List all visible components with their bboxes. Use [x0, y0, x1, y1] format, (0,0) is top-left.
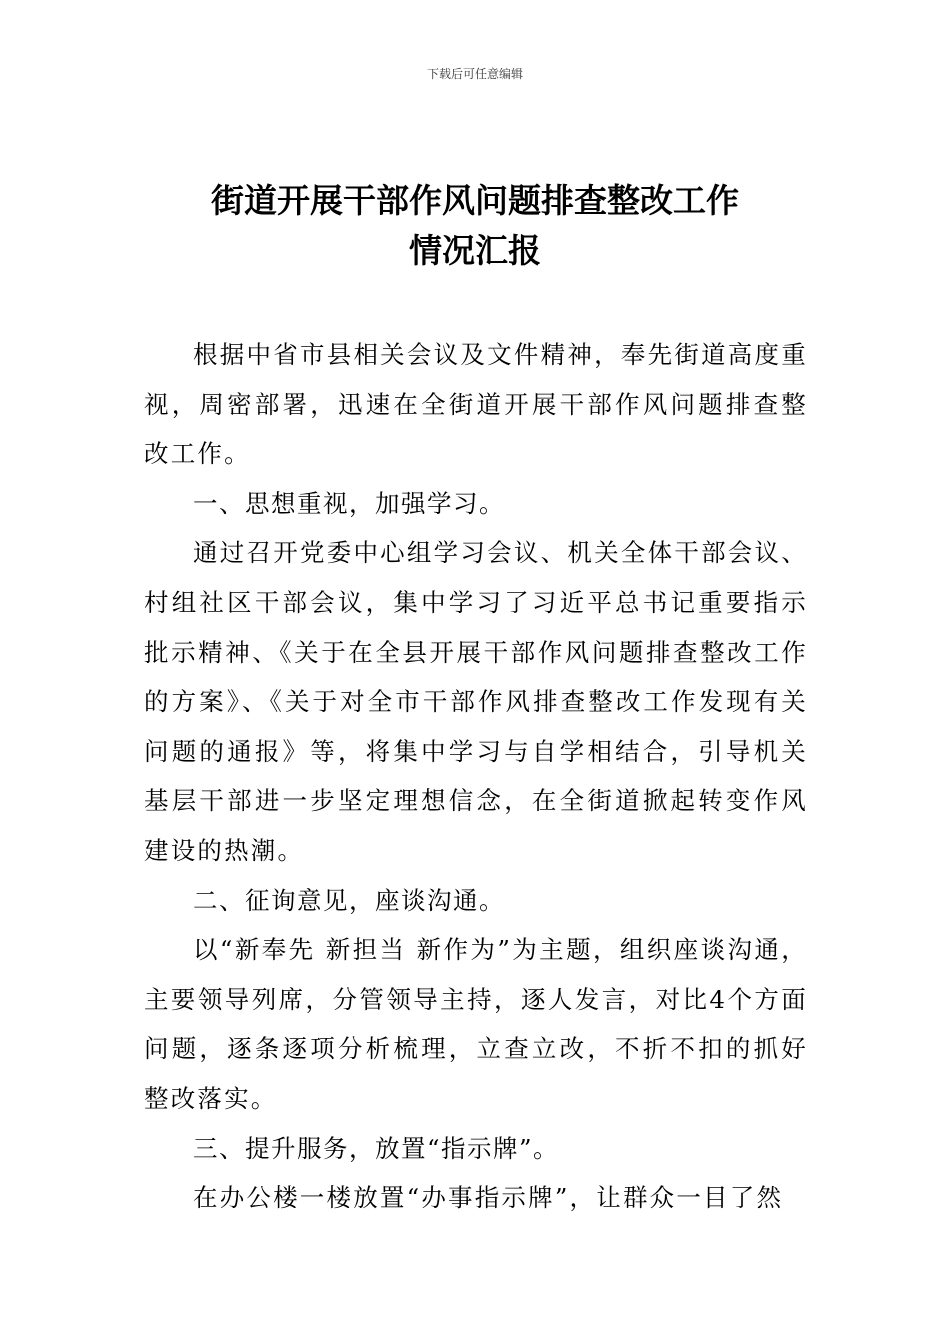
document-title — [120, 176, 830, 276]
section-paragraph-1: 通过召开党委中心组学习会议、机关全体干部会议、村组社区干部会议，集中学习了习近平总书记重要指示批示精神、《关于在全县开展干部作风问题排查整改工作的方案》、《关于对全市干部作风排查整改工作发现有关问题的通报》等，将集中学习与自学相结合，引导机关基层干部进一步坚定理想信念，在全街道掀起转变作风建设的热潮。 — [144, 538, 808, 865]
section-paragraph-3: 在办公楼一楼放置“办事指示牌”，让群众一目了然 — [193, 1183, 784, 1213]
title-line-1: 街道开展干部作风问题排查整改工作 — [211, 181, 739, 220]
title-line-2: 情况汇报 — [409, 231, 541, 270]
section-heading-3: 三、提升服务，放置“指示牌”。 — [193, 1133, 560, 1163]
intro-paragraph: 根据中省市县相关会议及文件精神，奉先街道高度重视，周密部署，迅速在全街道开展干部作风问题排查整改工作。 — [144, 340, 808, 469]
header-note: 下载后可任意编辑 — [426, 67, 523, 81]
document-body — [144, 330, 808, 1223]
section-heading-2: 二、征询意见，座谈沟通。 — [193, 885, 505, 915]
section-heading-1: 一、思想重视，加强学习。 — [193, 488, 505, 518]
section-paragraph-2: 以“新奉先 新担当 新作为”为主题，组织座谈沟通，主要领导列席，分管领导主持，逐人发言，对比4个方面问题，逐条逐项分析梳理，立查立改，不折不扣的抓好整改落实。 — [144, 935, 808, 1113]
